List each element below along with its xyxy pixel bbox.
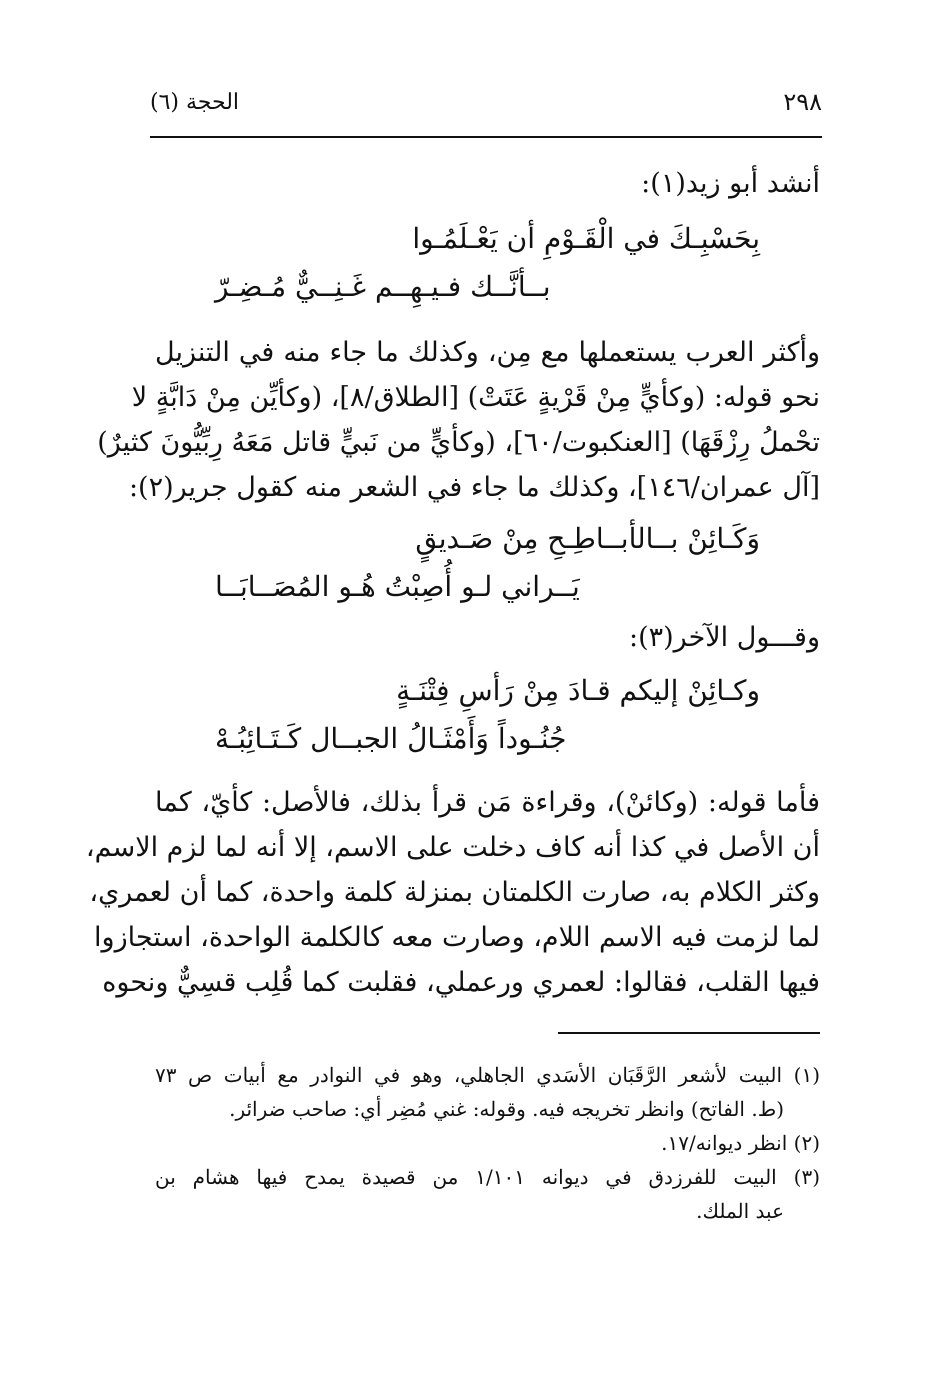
intro-another-poet: وقـــول الآخر(٣):: [628, 622, 820, 653]
verse1-second-hemistich: بــأنَّــك فـيـهِــم غَـنِــيٌّ مُـضِـرّ: [215, 270, 551, 303]
footnote-separator: [558, 1032, 820, 1034]
footnote-1-continuation: (ط. الفاتح) وانظر تخريجه فيه. وقوله: غني مُضِر أي: صاحب ضرائر.: [229, 1097, 784, 1121]
paragraph-2-line: لما لزمت فيه الاسم اللام، وصارت معه كالكلمة الواحدة، استجازوا: [94, 922, 820, 953]
paragraph-2-line: أن الأصل في كذا أنه كاف دخلت على الاسم، إلا أنه لما لزم الاسم،: [85, 832, 820, 863]
paragraph-2-line: وكثر الكلام به، صارت الكلمتان بمنزلة كلمة واحدة، كما أن لعمري،: [89, 877, 820, 908]
verse3-second-hemistich: جُنُـوداً وَأَمْثَـالُ الجبــال كَـتَـائِبُـهْ: [215, 722, 567, 755]
header-rule: [150, 136, 822, 138]
paragraph-1-line: تحْملُ رِزْقَهَا) [العنكبوت/٦٠]، (وكأيٍّ من نَبيٍّ قاتل مَعَهُ رِبِّيُّونَ كثيرٌ): [97, 427, 820, 458]
footnotes: [155, 1058, 820, 1228]
paragraph-2-line: فأما قوله: (وكائنْ)، وقراءة مَن قرأ بذلك، فالأصل: كأيّ، كما: [155, 787, 820, 818]
footnote-3: (٣) البيت للفرزدق في ديوانه ١/١٠١ من قصيدة يمدح فيها هشام بن: [155, 1165, 820, 1189]
running-title: الحجة (٦): [150, 90, 240, 115]
intro-abu-zaid: أنشد أبو زيد(١):: [641, 168, 820, 199]
footnote-3-continuation: عبد الملك.: [696, 1199, 784, 1223]
footnote-2: (٢) انظر ديوانه/١٧.: [661, 1131, 820, 1155]
verse2-second-hemistich: يَــراني لـو أُصِبْتُ هُـو المُصَــابَــا: [215, 570, 580, 603]
verse2-first-hemistich: وَكَـائِنْ بــالأبــاطِـحِ مِنْ صَـديقٍ: [415, 522, 760, 555]
footnote-1: (١) البيت لأشعر الرَّقَبَان الأسَدي الجاهلي، وهو في النوادر مع أبيات ص ٧٣: [155, 1063, 820, 1087]
page-number: ٢٩٨: [783, 88, 822, 116]
page-header: [150, 88, 822, 128]
paragraph-2: [85, 780, 820, 1005]
paragraph-1-line: وأكثر العرب يستعملها مع مِن، وكذلك ما جاء منه في التنزيل: [155, 337, 820, 368]
paragraph-1-line: نحو قوله: (وكأيٍّ مِنْ قَرْيةٍ عَتَتْ) [الطلاق/٨]، (وكأيِّن مِنْ دَابَّةٍ لا: [131, 382, 820, 413]
paragraph-1: [97, 330, 820, 510]
paragraph-1-line: [آل عمران/١٤٦]، وكذلك ما جاء في الشعر منه كقول جرير(٢):: [128, 472, 820, 503]
verse3-first-hemistich: وكـائِنْ إليكم قـادَ مِنْ رَأسِ فِتْنَـةٍ: [396, 674, 760, 707]
paragraph-2-line: فيها القلب، فقالوا: لعمري ورعملي، فقلبت كما قُلِب قسِيٌّ ونحوه: [102, 967, 820, 998]
verse1-first-hemistich: بِحَسْبِـكَ في الْقَـوْمِ أن يَعْـلَمُـوا: [412, 222, 760, 255]
